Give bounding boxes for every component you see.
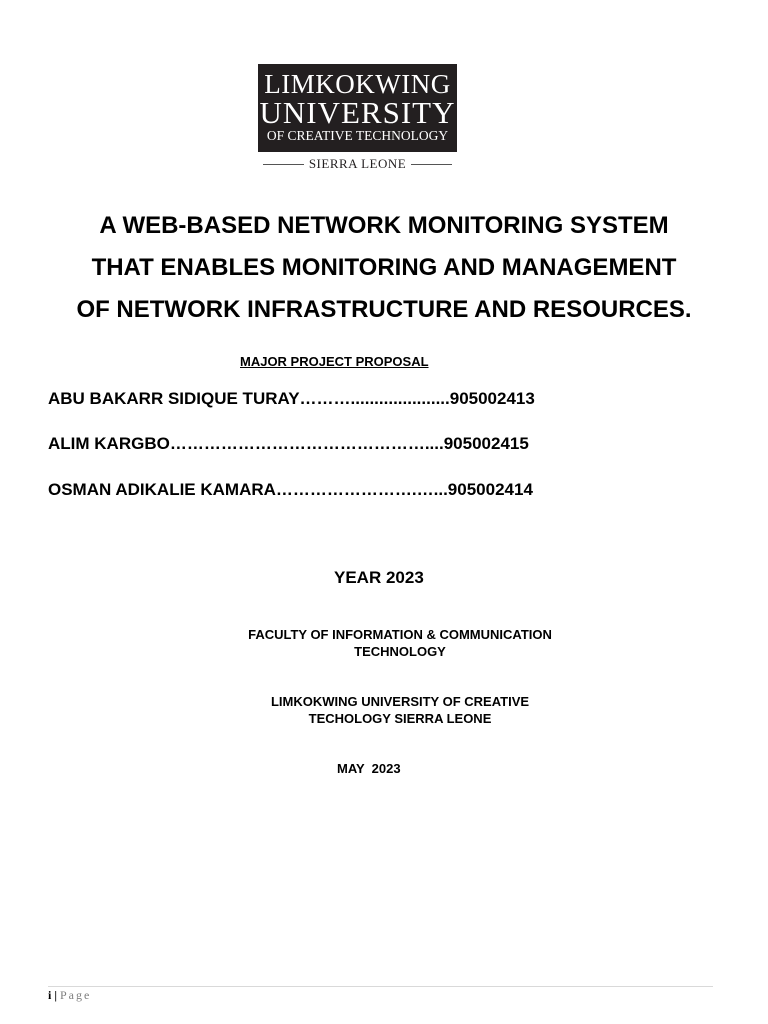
member-entry-1: ABU BAKARR SIDIQUE TURAY……….....................905002413 xyxy=(48,389,535,408)
logo-text-creative-technology: OF CREATIVE TECHNOLOGY xyxy=(266,128,449,143)
logo-subtitle xyxy=(258,155,457,173)
logo-rule-left xyxy=(263,164,304,165)
logo-subtitle-text: SIERRA LEONE xyxy=(308,156,407,171)
proposal-label: MAJOR PROJECT PROPOSAL xyxy=(240,354,429,369)
logo-text-limkokwing: LIMKOKWING xyxy=(264,69,451,99)
page-footer xyxy=(48,988,91,1003)
title-line-2: THAT ENABLES MONITORING AND MANAGEMENT xyxy=(91,254,677,281)
page-label: Page xyxy=(60,988,92,1002)
member-entry-3: OSMAN ADIKALIE KAMARA…………………….…...905002414 xyxy=(48,480,533,499)
submission-date: MAY 2023 xyxy=(337,761,401,776)
title-line-1: A WEB-BASED NETWORK MONITORING SYSTEM xyxy=(99,212,669,239)
member-entry-2: ALIM KARGBO………………………………………....905002415 xyxy=(48,434,529,453)
faculty-line-2: TECHNOLOGY xyxy=(354,644,446,659)
page-number: i xyxy=(48,988,52,1002)
logo-text-university: UNIVERSITY xyxy=(259,95,456,130)
footer-divider xyxy=(48,986,713,987)
logo-rule-right xyxy=(411,164,452,165)
university-line-2: TECHOLOGY SIERRA LEONE xyxy=(308,711,492,726)
university-line-1: LIMKOKWING UNIVERSITY OF CREATIVE xyxy=(270,694,530,709)
university-logo xyxy=(258,64,457,152)
faculty-name xyxy=(200,626,600,660)
university-name xyxy=(200,693,600,727)
footer-separator: | xyxy=(54,988,57,1002)
year-label: YEAR 2023 xyxy=(334,568,424,587)
faculty-line-1: FACULTY OF INFORMATION & COMMUNICATION xyxy=(248,627,552,642)
title-line-3: OF NETWORK INFRASTRUCTURE AND RESOURCES. xyxy=(76,296,692,323)
document-title xyxy=(20,205,748,331)
